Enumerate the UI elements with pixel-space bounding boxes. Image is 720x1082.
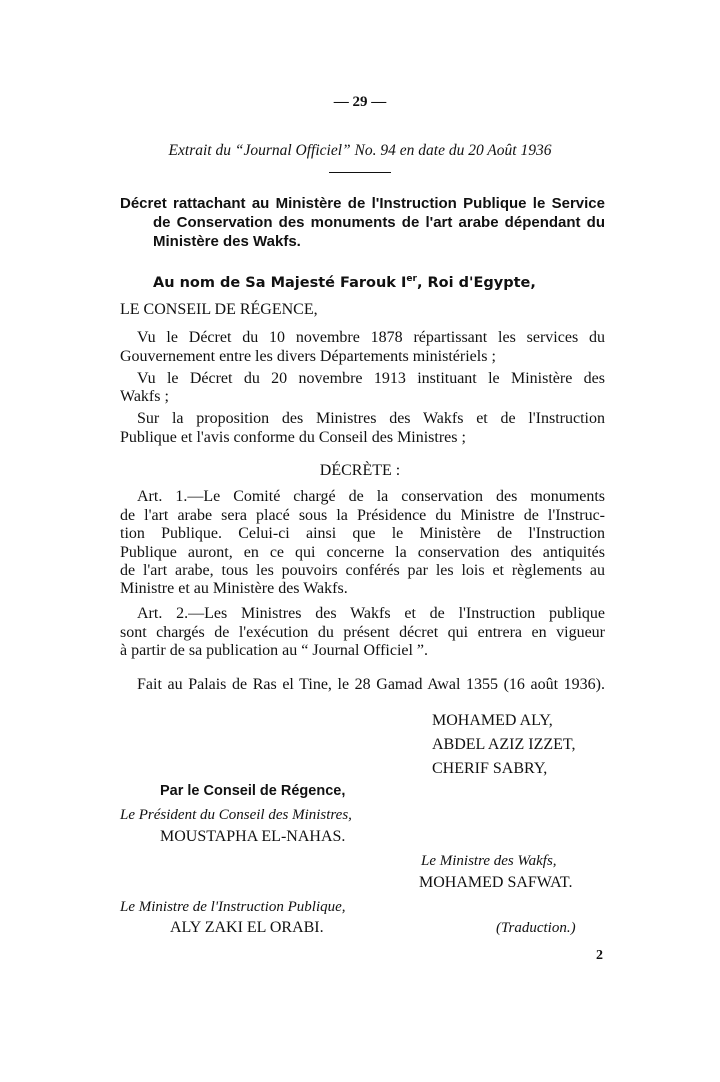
traduction-note: (Traduction.) xyxy=(496,920,576,936)
invocation-prefix: Au nom de Sa Majesté Farouk I xyxy=(153,274,407,291)
decrete-heading: DÉCRÈTE : xyxy=(319,462,401,479)
title-line-2: de Conservation des monuments de l'art arabe dépendant du xyxy=(153,214,605,231)
article-1-line-3: tion Publique. Celui-ci ainsi que le Ministère de l'Instruction xyxy=(120,525,605,542)
article-1-line-2: de l'art arabe sera placé sous la Présidence du Ministre de l'Instruc- xyxy=(120,507,605,524)
council-heading: LE CONSEIL DE RÉGENCE, xyxy=(120,301,318,318)
regent-3: CHERIF SABRY, xyxy=(432,760,548,777)
fait-line: Fait au Palais de Ras el Tine, le 28 Gamad Awal 1355 (16 août 1936). xyxy=(137,676,605,693)
preamble-1-line-2: Gouvernement entre les divers Départements ministériels ; xyxy=(120,348,496,365)
regent-2: ABDEL AZIZ IZZET, xyxy=(432,736,576,753)
par-le-conseil: Par le Conseil de Régence, xyxy=(160,783,346,799)
title-line-3: Ministère des Wakfs. xyxy=(153,233,301,250)
article-2-line-2: sont chargés de l'exécution du présent décret qui entrera en vigueur xyxy=(120,624,605,641)
invocation-suffix: , Roi d'Egypte, xyxy=(416,274,536,291)
wakfs-minister-name: MOHAMED SAFWAT. xyxy=(419,874,573,891)
regent-1: MOHAMED ALY, xyxy=(432,712,553,729)
page-number: — 29 — xyxy=(333,94,387,110)
preamble-3-line-2: Publique et l'avis conforme du Conseil des Ministres ; xyxy=(120,429,466,446)
president-title: Le Président du Conseil des Ministres, xyxy=(120,807,352,823)
article-2-line-3: à partir de sa publication au “ Journal Officiel ”. xyxy=(120,642,429,659)
title-line-1: Décret rattachant au Ministère de l'Instruction Publique le Service xyxy=(120,195,605,212)
wakfs-minister-title: Le Ministre des Wakfs, xyxy=(421,853,557,869)
separator-rule xyxy=(329,172,391,173)
source-line: Extrait du “Journal Officiel” No. 94 en date du 20 Août 1936 xyxy=(168,142,552,159)
president-name: MOUSTAPHA EL-NAHAS. xyxy=(160,828,346,845)
preamble-1-line-1: Vu le Décret du 10 novembre 1878 répartissant les services du xyxy=(137,329,605,346)
article-1-line-5: de l'art arabe, tous les pouvoirs conférés par les lois et règlements au xyxy=(120,562,605,579)
article-1-line-4: Publique auront, en ce qui concerne la conservation des antiquités xyxy=(120,544,605,561)
invocation xyxy=(153,269,536,293)
article-1-line-6: Ministre et au Ministère des Wakfs. xyxy=(120,580,348,597)
instruction-minister-title: Le Ministre de l'Instruction Publique, xyxy=(120,899,346,915)
instruction-minister-name: ALY ZAKI EL ORABI. xyxy=(170,919,324,936)
article-2-line-1: Art. 2.—Les Ministres des Wakfs et de l'Instruction publique xyxy=(137,605,605,622)
article-1-line-1: Art. 1.—Le Comité chargé de la conservation des monuments xyxy=(137,488,605,505)
preamble-2-line-2: Wakfs ; xyxy=(120,388,169,405)
preamble-2-line-1: Vu le Décret du 20 novembre 1913 instituant le Ministère des xyxy=(137,370,605,387)
signature-mark: 2 xyxy=(596,948,603,963)
invocation-superscript: er xyxy=(406,274,417,284)
preamble-3-line-1: Sur la proposition des Ministres des Wakfs et de l'Instruction xyxy=(137,410,605,427)
